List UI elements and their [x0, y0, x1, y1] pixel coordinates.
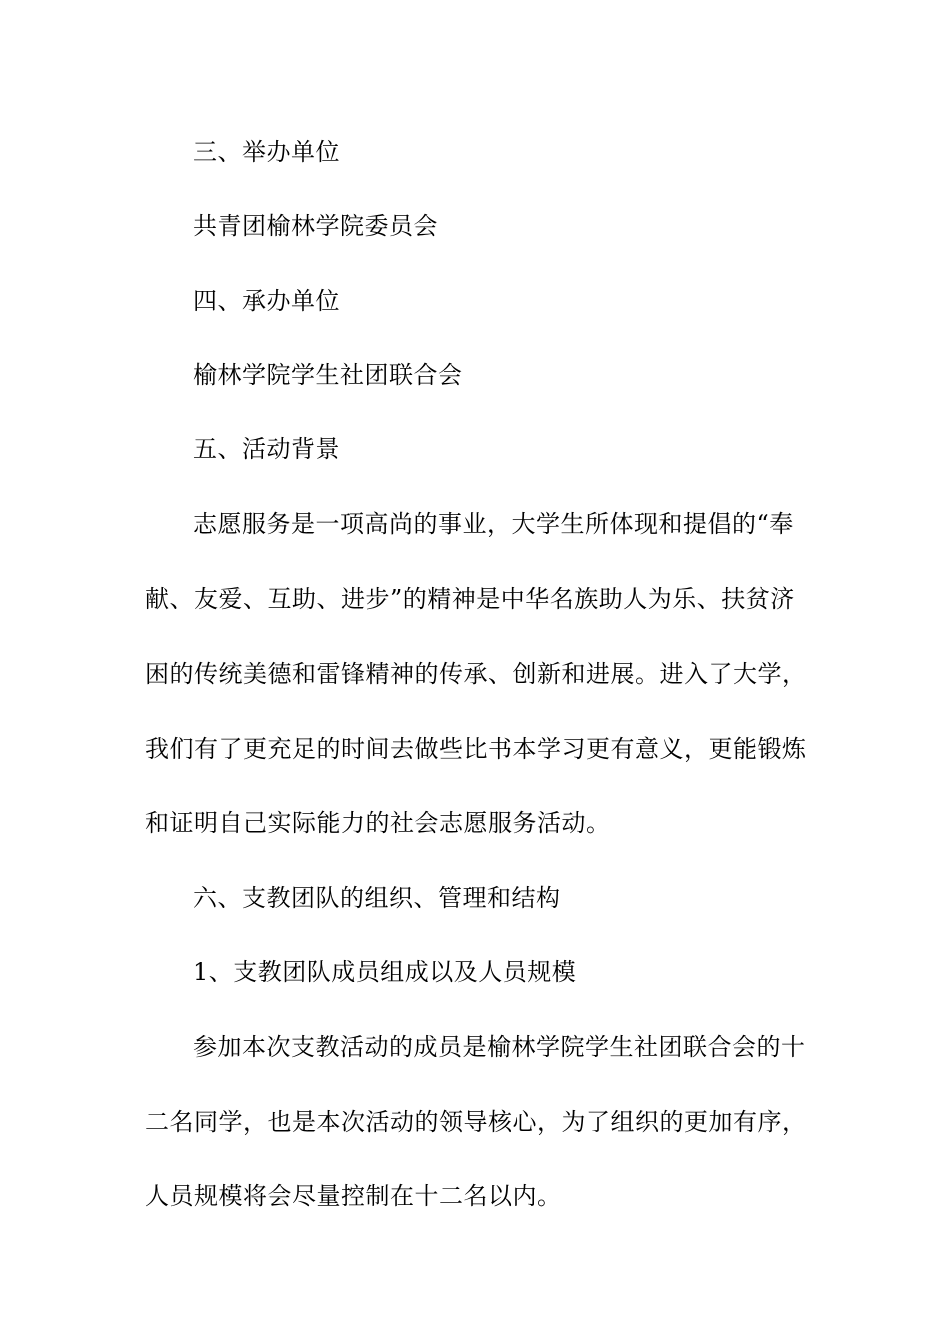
subsection1-para-line: 人员规模将会尽量控制在十二名以内。	[145, 1182, 562, 1210]
section5-heading: 五、活动背景	[193, 435, 340, 463]
section5-para-line: 和证明自己实际能力的社会志愿服务活动。	[145, 809, 611, 837]
section3-heading: 三、举办单位	[193, 138, 340, 166]
section5-para-line: 困的传统美德和雷锋精神的传承、创新和进展。进入了大学，	[145, 660, 807, 688]
subsection1-para-line: 二名同学，也是本次活动的领导核心，为了组织的更加有序，	[145, 1108, 807, 1136]
section3-body: 共青团榆林学院委员会	[193, 212, 438, 240]
section6-heading: 六、支教团队的组织、管理和结构	[193, 884, 561, 912]
subsection1-heading: 1、支教团队成员组成以及人员规模	[193, 958, 577, 986]
subsection1-para-line: 参加本次支教活动的成员是榆林学院学生社团联合会的十	[193, 1033, 806, 1061]
section4-heading: 四、承办单位	[193, 287, 340, 315]
section5-para-line: 志愿服务是一项高尚的事业，大学生所体现和提倡的“奉	[193, 510, 794, 538]
section5-para-line: 我们有了更充足的时间去做些比书本学习更有意义，更能锻炼	[145, 735, 807, 763]
section5-para-line: 献、友爱、互助、进步”的精神是中华名族助人为乐、扶贫济	[145, 585, 795, 613]
section4-body: 榆林学院学生社团联合会	[193, 361, 463, 389]
